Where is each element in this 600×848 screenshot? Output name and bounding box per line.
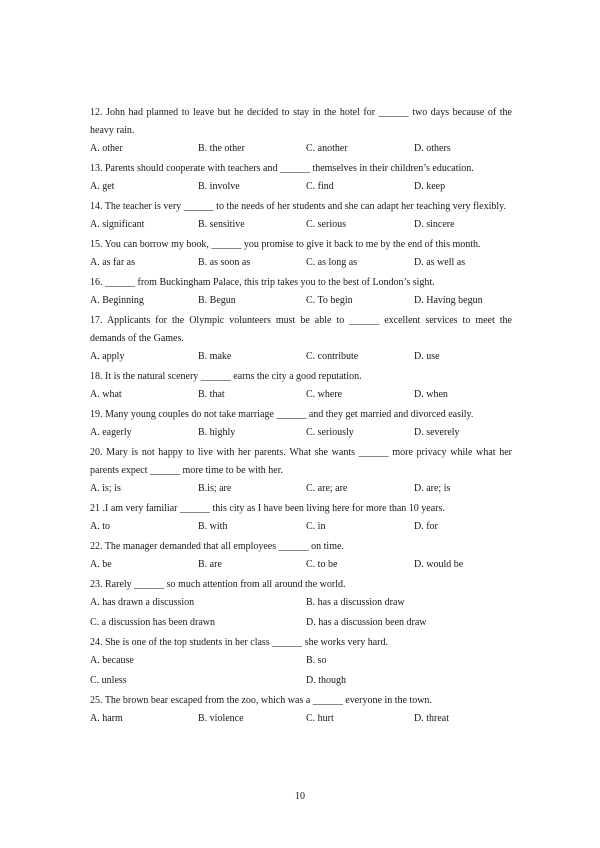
option-b: B. highly bbox=[198, 427, 236, 438]
option-row bbox=[90, 594, 512, 612]
option-b: B. that bbox=[198, 389, 225, 400]
option-a: A. what bbox=[90, 389, 122, 400]
question-stem: 21 .I am very familiar ______ this city as I have been living here for more than 10 years. bbox=[90, 503, 445, 514]
option-row bbox=[90, 710, 512, 728]
option-row bbox=[90, 480, 512, 498]
option-row bbox=[90, 424, 512, 442]
option-b: B. as soon as bbox=[198, 257, 251, 268]
option-c: C. in bbox=[306, 521, 326, 532]
option-a: A. is; is bbox=[90, 483, 121, 494]
option-row bbox=[90, 178, 512, 196]
question-stem: 18. It is the natural scenery ______ earns the city a good reputation. bbox=[90, 371, 362, 382]
option-c: C. unless bbox=[90, 675, 127, 686]
option-c: C. are; are bbox=[306, 483, 348, 494]
option-d: D. Having begun bbox=[414, 295, 483, 306]
option-row bbox=[90, 614, 512, 632]
question-13 bbox=[90, 160, 512, 196]
question-stem: 23. Rarely ______ so much attention from all around the world. bbox=[90, 579, 346, 590]
question-stem: 20. Mary is not happy to live with her parents. What she wants ______ more privacy while what her parents expect ______ more time to be with her. bbox=[90, 447, 512, 476]
question-stem: 16. ______ from Buckingham Palace, this trip takes you to the best of London’s sight. bbox=[90, 277, 435, 288]
option-d: D. severely bbox=[414, 427, 460, 438]
option-c: C. serious bbox=[306, 219, 346, 230]
page-number: 10 bbox=[295, 791, 305, 802]
option-a: A. eagerly bbox=[90, 427, 132, 438]
option-row bbox=[90, 672, 512, 690]
option-d: D. others bbox=[414, 143, 451, 154]
question-stem: 15. You can borrow my book, ______ you promise to give it back to me by the end of this month. bbox=[90, 239, 481, 250]
option-row bbox=[90, 652, 512, 670]
option-a: A. to bbox=[90, 521, 110, 532]
question-12 bbox=[90, 104, 512, 158]
option-d: D. would be bbox=[414, 559, 464, 570]
option-a: A. significant bbox=[90, 219, 145, 230]
option-c: C. as long as bbox=[306, 257, 358, 268]
question-21 bbox=[90, 500, 512, 536]
question-list bbox=[90, 104, 512, 730]
question-25 bbox=[90, 692, 512, 728]
option-a: A. Beginning bbox=[90, 295, 144, 306]
question-24 bbox=[90, 634, 512, 690]
option-b: B. make bbox=[198, 351, 232, 362]
question-stem: 22. The manager demanded that all employees ______ on time. bbox=[90, 541, 344, 552]
option-b: B. has a discussion draw bbox=[306, 597, 405, 608]
option-d: D. threat bbox=[414, 713, 449, 724]
question-stem: 17. Applicants for the Olympic volunteers must be able to ______ excellent services to meet the demands of the Games. bbox=[90, 315, 512, 344]
option-a: A. harm bbox=[90, 713, 123, 724]
option-b: B. with bbox=[198, 521, 228, 532]
option-row bbox=[90, 216, 512, 234]
option-row bbox=[90, 348, 512, 366]
option-d: D. for bbox=[414, 521, 438, 532]
option-d: D. as well as bbox=[414, 257, 466, 268]
option-c: C. contribute bbox=[306, 351, 359, 362]
option-d: D. use bbox=[414, 351, 440, 362]
option-a: A. apply bbox=[90, 351, 125, 362]
option-c: C. another bbox=[306, 143, 348, 154]
option-a: A. other bbox=[90, 143, 123, 154]
option-d: D. has a discussion been draw bbox=[306, 617, 427, 628]
option-c: C. to be bbox=[306, 559, 338, 570]
option-c: C. To begin bbox=[306, 295, 353, 306]
option-a: A. has drawn a discussion bbox=[90, 597, 195, 608]
option-b: B. involve bbox=[198, 181, 240, 192]
option-c: C. a discussion has been drawn bbox=[90, 617, 215, 628]
option-row bbox=[90, 254, 512, 272]
question-stem: 24. She is one of the top students in her class ______ she works very hard. bbox=[90, 637, 389, 648]
option-b: B. the other bbox=[198, 143, 245, 154]
option-a: A. be bbox=[90, 559, 112, 570]
option-row bbox=[90, 518, 512, 536]
option-d: D. when bbox=[414, 389, 448, 400]
question-18 bbox=[90, 368, 512, 404]
option-b: B.is; are bbox=[198, 483, 232, 494]
question-stem: 12. John had planned to leave but he decided to stay in the hotel for ______ two days because of the heavy rain. bbox=[90, 107, 512, 136]
question-22 bbox=[90, 538, 512, 574]
option-b: B. violence bbox=[198, 713, 244, 724]
option-b: B. are bbox=[198, 559, 222, 570]
option-row bbox=[90, 140, 512, 158]
option-d: D. keep bbox=[414, 181, 446, 192]
option-a: A. get bbox=[90, 181, 115, 192]
question-stem: 13. Parents should cooperate with teachers and ______ themselves in their children’s education. bbox=[90, 163, 474, 174]
option-b: B. sensitive bbox=[198, 219, 245, 230]
option-row bbox=[90, 386, 512, 404]
question-14 bbox=[90, 198, 512, 234]
option-d: D. sincere bbox=[414, 219, 455, 230]
question-stem: 25. The brown bear escaped from the zoo, which was a ______ everyone in the town. bbox=[90, 695, 432, 706]
option-a: A. because bbox=[90, 655, 134, 666]
question-stem: 14. The teacher is very ______ to the needs of her students and she can adapt her teaching very flexibly. bbox=[90, 201, 506, 212]
question-16 bbox=[90, 274, 512, 310]
option-b: B. so bbox=[306, 655, 327, 666]
question-20 bbox=[90, 444, 512, 498]
option-c: C. hurt bbox=[306, 713, 334, 724]
question-15 bbox=[90, 236, 512, 272]
option-b: B. Begun bbox=[198, 295, 236, 306]
option-d: D. are; is bbox=[414, 483, 451, 494]
option-a: A. as far as bbox=[90, 257, 135, 268]
question-23 bbox=[90, 576, 512, 632]
option-row bbox=[90, 556, 512, 574]
option-d: D. though bbox=[306, 675, 346, 686]
option-c: C. find bbox=[306, 181, 334, 192]
option-row bbox=[90, 292, 512, 310]
question-stem: 19. Many young couples do not take marriage ______ and they get married and divorced easily. bbox=[90, 409, 474, 420]
question-17 bbox=[90, 312, 512, 366]
option-c: C. where bbox=[306, 389, 343, 400]
question-19 bbox=[90, 406, 512, 442]
option-c: C. seriously bbox=[306, 427, 354, 438]
